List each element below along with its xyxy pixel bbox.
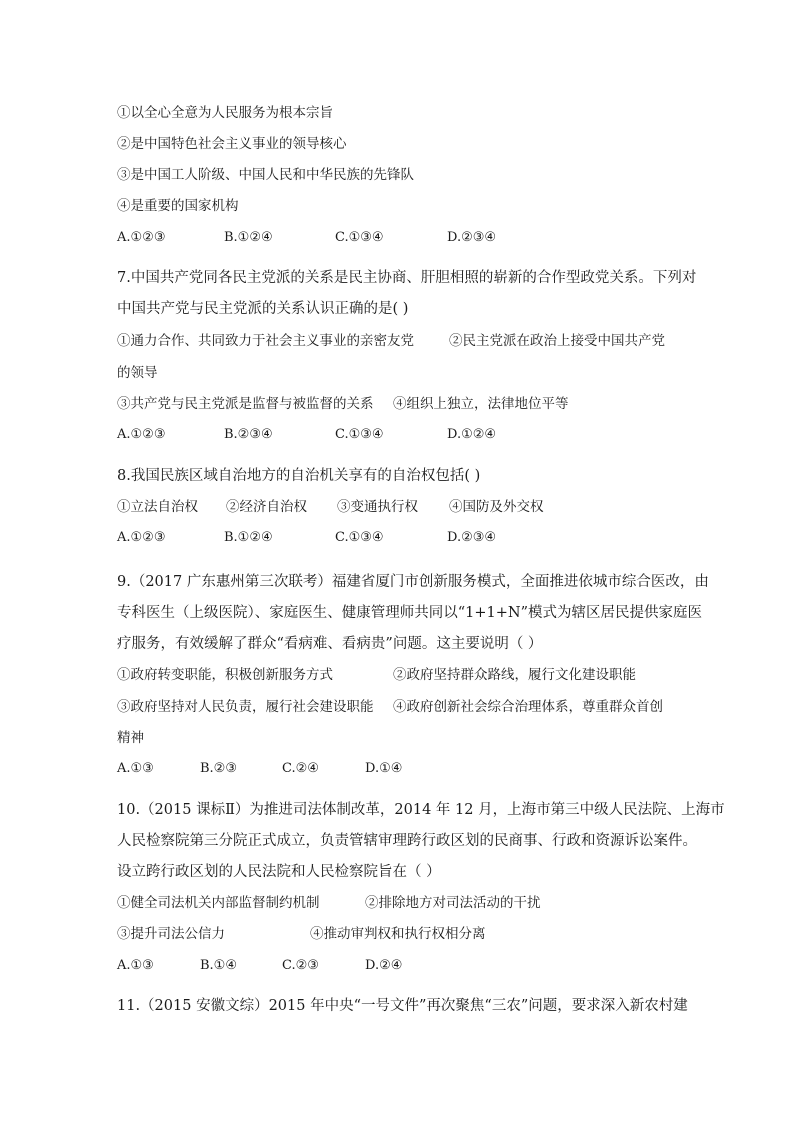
q9-item-1: ①政府转变职能，积极创新服务方式 bbox=[117, 667, 333, 683]
q7-item-4: ④组织上独立，法律地位平等 bbox=[393, 396, 569, 412]
q11-stem-line-1: 11.（2015 安徽文综）2015 年中央“一号文件”再次聚焦“三农”问题，要求深入新农村建 bbox=[117, 998, 688, 1014]
q7-item-2: ②民主党派在政治上接受中国共产党 bbox=[449, 333, 665, 349]
q9-item-2: ②政府坚持群众路线，履行文化建设职能 bbox=[393, 667, 636, 683]
q7-item-1: ①通力合作、共同致力于社会主义事业的亲密友党 bbox=[117, 333, 414, 349]
q9-item-4-continued: 精神 bbox=[117, 730, 144, 746]
q10-items-row-2 bbox=[117, 925, 637, 943]
q6-item-1: ①以全心全意为人民服务为根本宗旨 bbox=[117, 105, 333, 121]
q10-option-b: B.①④ bbox=[200, 958, 237, 973]
q8-item-1: ①立法自治权 bbox=[117, 499, 198, 515]
q7-option-b: B.②③④ bbox=[224, 427, 273, 442]
q8-item-2: ②经济自治权 bbox=[226, 499, 307, 515]
q7-stem-line-2: 中国共产党与民主党派的关系认识正确的是( ) bbox=[117, 301, 409, 317]
q8-item-4: ④国防及外交权 bbox=[449, 499, 544, 515]
q9-item-3: ③政府坚持对人民负责，履行社会建设职能 bbox=[117, 699, 374, 715]
q9-option-c: C.②④ bbox=[282, 761, 319, 776]
q6-item-2: ②是中国特色社会主义事业的领导核心 bbox=[117, 136, 347, 152]
q10-option-c: C.②③ bbox=[282, 958, 319, 973]
q9-option-d: D.①④ bbox=[365, 761, 403, 776]
q9-option-a: A.①③ bbox=[117, 761, 154, 776]
q7-option-d: D.①②④ bbox=[447, 427, 497, 442]
q10-item-2: ②排除地方对司法活动的干扰 bbox=[365, 895, 541, 911]
q6-option-d: D.②③④ bbox=[447, 230, 497, 245]
q10-option-a: A.①③ bbox=[117, 958, 154, 973]
q8-option-b: B.①②④ bbox=[224, 530, 273, 545]
q9-items-row-2 bbox=[117, 698, 697, 716]
q9-stem-line-3: 疗服务，有效缓解了群众“看病难、看病贵”问题。这主要说明（ ） bbox=[117, 636, 543, 652]
q7-item-2-continued: 的领导 bbox=[117, 365, 158, 381]
q10-item-1: ①健全司法机关内部监督制约机制 bbox=[117, 895, 320, 911]
q6-option-b: B.①②④ bbox=[224, 230, 273, 245]
q8-items bbox=[117, 498, 637, 516]
q10-items-row-1 bbox=[117, 894, 637, 912]
q7-item-3: ③共产党与民主党派是监督与被监督的关系 bbox=[117, 396, 374, 412]
q7-option-c: C.①③④ bbox=[335, 427, 384, 442]
q7-option-a: A.①②③ bbox=[117, 427, 166, 442]
q6-option-c: C.①③④ bbox=[335, 230, 384, 245]
q7-stem-line-1: 7.中国共产党同各民主党派的关系是民主协商、肝胆相照的崭新的合作型政党关系。下列对 bbox=[117, 270, 697, 286]
q7-items-row-1 bbox=[117, 332, 697, 350]
q8-stem: 8.我国民族区域自治地方的自治机关享有的自治权包括( ) bbox=[117, 468, 481, 484]
q6-option-a: A.①②③ bbox=[117, 230, 166, 245]
q9-option-b: B.②③ bbox=[200, 761, 237, 776]
q6-item-3: ③是中国工人阶级、中国人民和中华民族的先锋队 bbox=[117, 167, 414, 183]
q9-items-row-1 bbox=[117, 666, 697, 684]
q10-item-4: ④推动审判权和执行权相分离 bbox=[310, 926, 486, 942]
q10-stem-line-2: 人民检察院第三分院正式成立，负责管辖审理跨行政区划的民商事、行政和资源诉讼案件。 bbox=[117, 833, 697, 849]
q8-option-d: D.②③④ bbox=[447, 530, 497, 545]
q8-option-a: A.①②③ bbox=[117, 530, 166, 545]
q10-stem-line-1: 10.（2015 课标Ⅱ）为推进司法体制改革，2014 年 12 月，上海市第三中级人民法院、上海市 bbox=[117, 802, 725, 818]
q10-stem-line-3: 设立跨行政区划的人民法院和人民检察院旨在（ ） bbox=[117, 864, 441, 880]
q8-item-3: ③变通执行权 bbox=[337, 499, 418, 515]
q10-item-3: ③提升司法公信力 bbox=[117, 926, 225, 942]
q9-stem-line-2: 专科医生（上级医院）、家庭医生、健康管理师共同以“1+1+N”模式为辖区居民提供家庭医 bbox=[117, 605, 703, 621]
q6-item-4: ④是重要的国家机构 bbox=[117, 198, 239, 214]
q9-item-4: ④政府创新社会综合治理体系，尊重群众首创 bbox=[393, 699, 663, 715]
q7-items-row-2 bbox=[117, 395, 697, 413]
q10-option-d: D.②④ bbox=[365, 958, 403, 973]
q9-stem-line-1: 9.（2017 广东惠州第三次联考）福建省厦门市创新服务模式，全面推进依城市综合医改，由 bbox=[117, 574, 709, 590]
q8-option-c: C.①③④ bbox=[335, 530, 384, 545]
